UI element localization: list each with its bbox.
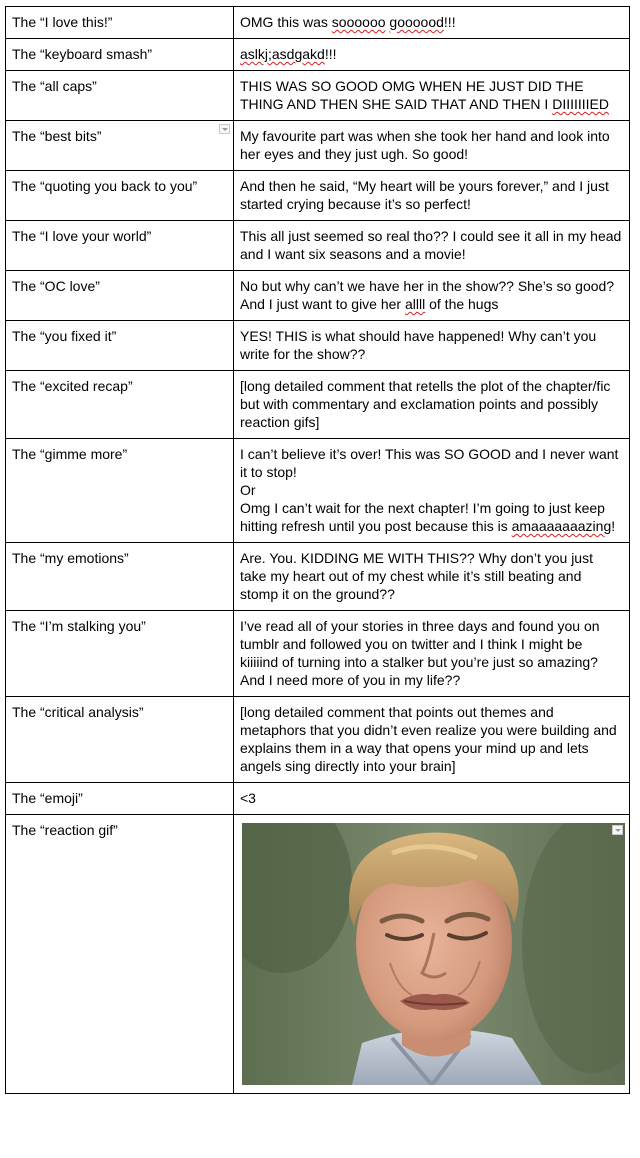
comment-text: !!!: [324, 46, 337, 62]
comment-line: [240, 227, 626, 263]
comment-text: [long detailed comment that retells the plot of the chapter/fic but with commentary and exclamation points and possibly reaction gifs]: [240, 378, 615, 430]
comment-type-label: The “emoji”: [12, 790, 83, 806]
example-comment-cell[interactable]: [234, 39, 630, 71]
table-row: [6, 321, 630, 371]
comment-line: [240, 549, 623, 603]
example-comment-cell[interactable]: [234, 221, 630, 271]
example-comment-cell[interactable]: [234, 815, 630, 1094]
comment-type-label: The “critical analysis”: [12, 704, 144, 720]
comment-type-label: The “best bits”: [12, 128, 102, 144]
comment-text: YES! THIS is what should have happened! Why can’t you write for the show??: [240, 328, 601, 362]
comment-type-cell[interactable]: [6, 121, 234, 171]
comment-line: [240, 327, 623, 363]
table-body: [6, 7, 630, 1094]
misspelled-word: amaaaaaaazing: [511, 518, 612, 534]
comment-text: My favourite part was when she took her hand and look into her eyes and they just ugh. So good!: [240, 128, 614, 162]
comment-line: [240, 13, 623, 31]
comment-type-label: The “I love this!”: [12, 14, 113, 30]
comment-text: THIS WAS SO GOOD OMG WHEN HE JUST DID THE THING AND THEN SHE SAID THAT AND THEN I: [240, 78, 588, 112]
comment-type-label: The “you fixed it”: [12, 328, 117, 344]
table-row: [6, 71, 630, 121]
table-row: [6, 7, 630, 39]
example-comment-cell[interactable]: [234, 7, 630, 39]
comment-type-cell[interactable]: [6, 815, 234, 1094]
image-dropdown-icon[interactable]: [612, 825, 623, 835]
table-row: [6, 439, 630, 543]
comment-text: [long detailed comment that points out themes and metaphors that you didn’t even realize you were building and explains them in a way that opens your mind up and lets angels sing directly into your brain]: [240, 704, 621, 774]
comment-text: And then he said, “My heart will be yours forever,” and I just started crying because it’s so perfect!: [240, 178, 613, 212]
comment-text: I can’t believe it’s over! This was SO GOOD and I never want it to stop!: [240, 446, 623, 480]
table-row: [6, 611, 630, 697]
comment-type-cell[interactable]: [6, 221, 234, 271]
table-row: [6, 815, 630, 1094]
comment-type-label: The “keyboard smash”: [12, 46, 153, 62]
comment-line: [240, 481, 623, 499]
comment-text: <3: [240, 790, 256, 806]
comment-line: [240, 789, 623, 807]
table-row: [6, 221, 630, 271]
example-comment-cell[interactable]: [234, 439, 630, 543]
comment-text: Are. You. KIDDING ME WITH THIS?? Why don’t you just take my heart out of my chest while it’s still beating and stomp it on the ground??: [240, 550, 597, 602]
comment-type-cell[interactable]: [6, 171, 234, 221]
example-comment-cell[interactable]: [234, 543, 630, 611]
table-row: [6, 271, 630, 321]
example-comment-cell[interactable]: [234, 171, 630, 221]
comment-type-label: The “all caps”: [12, 78, 97, 94]
table-row: [6, 697, 630, 783]
cell-dropdown-icon[interactable]: [219, 124, 230, 134]
comment-line: [240, 377, 623, 431]
example-comment-cell[interactable]: [234, 121, 630, 171]
table-row: [6, 171, 630, 221]
example-comment-cell[interactable]: [234, 697, 630, 783]
comment-line: [240, 445, 623, 481]
comment-line: [240, 277, 623, 313]
comment-type-cell[interactable]: [6, 371, 234, 439]
comment-line: [240, 703, 623, 775]
comment-text: This all just seemed so real tho?? I could see it all in my head and I want six seasons and a movie!: [240, 228, 626, 262]
comment-type-cell[interactable]: [6, 271, 234, 321]
comment-type-cell[interactable]: [6, 543, 234, 611]
misspelled-word: goooood: [389, 14, 444, 30]
example-comment-cell[interactable]: [234, 271, 630, 321]
reaction-gif-image: [242, 823, 625, 1085]
comment-type-cell[interactable]: [6, 321, 234, 371]
comment-text: OMG this was: [240, 14, 332, 30]
comment-text: Omg I can’t wait for the next chapter! I’m going to just keep hitting refresh until you post because this is: [240, 500, 609, 534]
example-comment-cell[interactable]: [234, 71, 630, 121]
table-row: [6, 783, 630, 815]
comment-type-label: The “I love your world”: [12, 228, 152, 244]
example-comment-cell[interactable]: [234, 783, 630, 815]
comment-type-label: The “reaction gif”: [12, 822, 118, 838]
comment-type-cell[interactable]: [6, 611, 234, 697]
comment-text: !!!: [443, 14, 456, 30]
comment-type-label: The “gimme more”: [12, 446, 128, 462]
table-row: [6, 121, 630, 171]
comment-type-label: The “excited recap”: [12, 378, 133, 394]
table-row: [6, 371, 630, 439]
comment-type-label: The “OC love”: [12, 278, 100, 294]
example-comment-cell[interactable]: [234, 371, 630, 439]
comment-type-label: The “I’m stalking you”: [12, 618, 146, 634]
table-row: [6, 543, 630, 611]
example-comment-cell[interactable]: [234, 611, 630, 697]
comment-type-label: The “my emotions”: [12, 550, 129, 566]
comment-text: of the hugs: [425, 296, 499, 312]
comment-line: [240, 77, 623, 113]
example-comment-cell[interactable]: [234, 321, 630, 371]
comment-type-cell[interactable]: [6, 439, 234, 543]
comment-type-cell[interactable]: [6, 783, 234, 815]
table-row: [6, 39, 630, 71]
misspelled-word: allll: [404, 296, 426, 312]
comment-line: [240, 177, 623, 213]
misspelled-word: aslkj;asdgakd: [240, 46, 325, 62]
comment-type-cell[interactable]: [6, 71, 234, 121]
comment-line: [240, 45, 623, 63]
comment-text: No but why can’t we have her in the show?? She’s so good? And I just want to give her: [240, 278, 618, 312]
comment-type-cell[interactable]: [6, 7, 234, 39]
misspelled-word: soooooo: [331, 14, 386, 30]
comments-table: [5, 6, 630, 1094]
comment-text: Or: [240, 482, 256, 498]
comment-text: I’ve read all of your stories in three days and found you on tumblr and followed you on twitter and I think I might be kiiiiind of turning into a stalker but you’re just so amazing? And I need more of you in my life??: [240, 618, 604, 688]
comment-type-cell[interactable]: [6, 697, 234, 783]
comment-line: [240, 617, 623, 689]
comment-line: [240, 127, 623, 163]
comment-line: [240, 499, 623, 535]
comment-type-label: The “quoting you back to you”: [12, 178, 198, 194]
comment-type-cell[interactable]: [6, 39, 234, 71]
misspelled-word: DIIIIIIIED: [552, 96, 610, 112]
comment-text: !: [611, 518, 616, 534]
